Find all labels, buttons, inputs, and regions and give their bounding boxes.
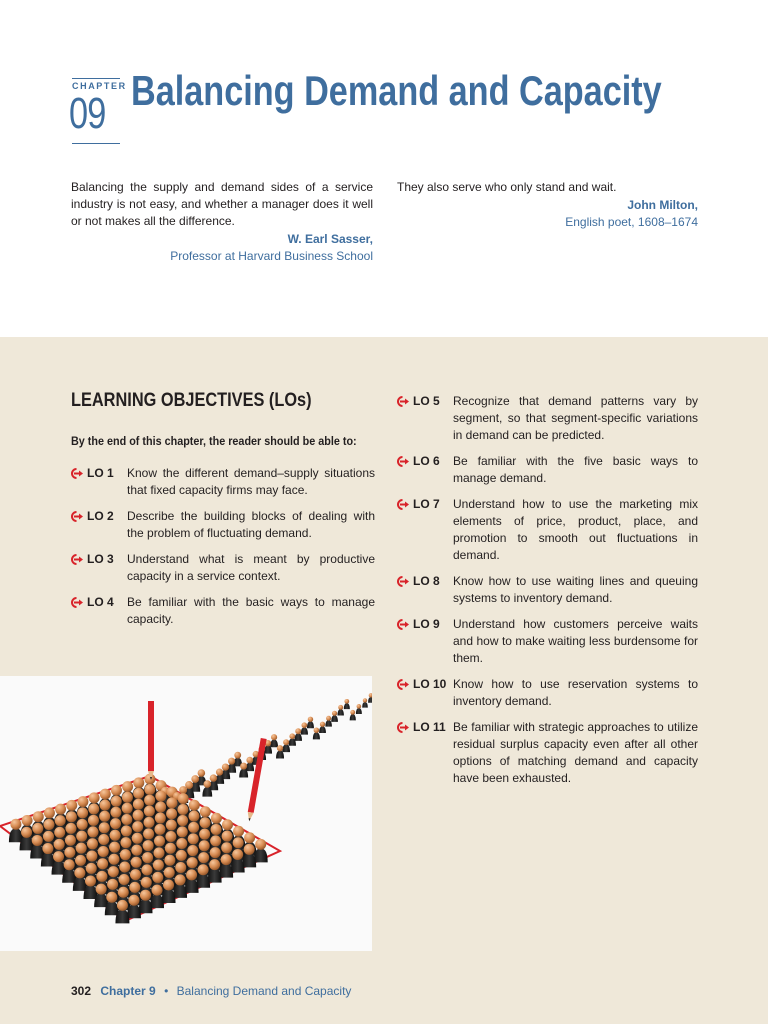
learning-objective-text: Recognize that demand patterns vary by segment, so that segment-specific variations in demand can be predicted.	[453, 394, 698, 442]
arrow-bullet-icon	[71, 597, 84, 608]
footer-chapter: Chapter 9	[100, 984, 156, 998]
figure-head	[175, 874, 186, 885]
figure-head	[75, 855, 86, 866]
figure-head	[176, 850, 187, 861]
learning-objective-text: Know how to use reservation systems to inventory demand.	[453, 677, 698, 708]
arrow-bullet-icon	[71, 511, 84, 522]
figure-head	[99, 811, 110, 822]
figure-head	[221, 854, 232, 865]
figure-head	[210, 774, 217, 781]
learning-objective-item	[71, 508, 375, 542]
figure-head	[187, 857, 198, 868]
learning-objective-text: Describe the building blocks of dealing with the problem of fluctuating demand.	[127, 509, 375, 540]
learning-objective-text: Be familiar with the basic ways to manage capacity.	[127, 595, 375, 626]
figure-head	[271, 734, 277, 740]
figure-head	[43, 831, 54, 842]
figure-head	[326, 716, 331, 721]
learning-objective-text: Be familiar with the five basic ways to manage demand.	[453, 454, 698, 485]
learning-objective-item	[397, 453, 698, 487]
figure-head	[155, 813, 166, 824]
figure-head	[109, 842, 120, 853]
figure-head	[188, 822, 199, 833]
learning-objective-text: Be familiar with strategic approaches to utilize residual surplus capacity even after all other options of matching demand and capacity have been exhausted.	[453, 720, 698, 785]
learning-objective-text: Know how to use waiting lines and queuing systems to inventory demand.	[453, 574, 698, 605]
learning-objective-item	[397, 676, 698, 710]
learning-objective-item	[397, 616, 698, 667]
figure-head	[110, 818, 121, 829]
figure-head	[165, 843, 176, 854]
figure-head	[155, 791, 166, 802]
learning-objective-text: Understand how customers perceive waits and how to make waiting less burdensome for them.	[453, 617, 698, 665]
figure-head	[87, 838, 98, 849]
learning-objectives-left-list	[71, 465, 375, 637]
figure-head	[233, 826, 244, 837]
figure-head	[76, 831, 87, 842]
figure-head	[244, 832, 255, 843]
page-number: 302	[71, 984, 92, 998]
figure-head	[131, 845, 142, 856]
figure-head	[314, 727, 320, 733]
figure-head	[166, 819, 177, 830]
figure-head	[152, 885, 163, 896]
figure-head	[166, 808, 177, 819]
figure-head	[108, 854, 119, 865]
learning-objective-item	[71, 594, 375, 628]
crowd-illustration	[0, 676, 372, 951]
figure-head	[187, 845, 198, 856]
figure-head	[108, 866, 119, 877]
learning-objective-item	[397, 496, 698, 564]
figure-head	[54, 827, 65, 838]
figure-head	[110, 807, 121, 818]
learning-objective-number: LO 2	[87, 509, 114, 523]
figure-head	[210, 835, 221, 846]
figure-head	[357, 704, 362, 709]
figure-head	[77, 796, 88, 807]
figure-head	[121, 825, 132, 836]
figure-head	[53, 851, 64, 862]
arrow-bullet-icon	[71, 468, 84, 479]
figure-head	[144, 806, 155, 817]
arrow-bullet-icon	[397, 722, 410, 733]
crowd-of-figures-with-red-pencils-icon	[0, 676, 372, 951]
figure-head	[188, 811, 199, 822]
figure-head	[32, 823, 43, 834]
figure-head	[85, 876, 96, 887]
arrow-bullet-icon	[397, 396, 410, 407]
figure-head	[117, 900, 128, 911]
learning-objectives-intro: By the end of this chapter, the reader should be able to:	[71, 434, 357, 448]
quote-author: W. Earl Sasser,	[287, 232, 373, 246]
figure-head	[295, 728, 301, 734]
figure-head	[222, 831, 233, 842]
figure-head	[65, 835, 76, 846]
figure-head	[164, 855, 175, 866]
chapter-label: CHAPTER	[72, 78, 120, 91]
figure-head	[301, 722, 307, 728]
learning-objective-number: LO 10	[413, 677, 447, 691]
figure-head	[43, 819, 54, 830]
figure-head	[65, 823, 76, 834]
figure-head	[289, 733, 295, 739]
learning-objective-item	[71, 465, 375, 499]
figure-head	[86, 850, 97, 861]
learning-objective-number: LO 11	[413, 720, 446, 734]
figure-head	[22, 815, 33, 826]
learning-objective-number: LO 7	[413, 497, 440, 511]
figure-head	[74, 867, 85, 878]
figure-head	[232, 849, 243, 860]
figure-head	[233, 837, 244, 848]
figure-head	[88, 803, 99, 814]
figure-head	[178, 793, 189, 804]
figure-head	[165, 831, 176, 842]
figure-head	[132, 833, 143, 844]
learning-objective-item	[397, 573, 698, 607]
figure-head	[130, 869, 141, 880]
figure-head	[121, 814, 132, 825]
figure-head	[54, 839, 65, 850]
figure-head	[199, 829, 210, 840]
figure-head	[338, 705, 343, 710]
figure-head	[111, 785, 122, 796]
chapter-title: Balancing Demand and Capacity	[131, 67, 662, 114]
learning-objective-number: LO 4	[87, 595, 114, 609]
arrow-bullet-icon	[397, 619, 410, 630]
figure-head	[87, 826, 98, 837]
figure-head	[228, 758, 235, 765]
header-area	[0, 0, 768, 337]
figure-head	[119, 861, 130, 872]
figure-head	[129, 882, 140, 893]
figure-head	[143, 828, 154, 839]
figure-head	[198, 864, 209, 875]
figure-head	[152, 872, 163, 883]
figure-head	[96, 884, 107, 895]
figure-head	[76, 843, 87, 854]
figure-head	[143, 840, 154, 851]
arrow-bullet-icon	[397, 576, 410, 587]
figure-head	[133, 777, 144, 788]
figure-head	[21, 827, 32, 838]
figure-head	[97, 858, 108, 869]
learning-objective-text: Understand what is meant by productive capacity in a service context.	[127, 552, 375, 583]
figure-head	[77, 819, 88, 830]
figure-head	[222, 819, 233, 830]
figure-head	[98, 834, 109, 845]
learning-objective-text: Know the different demand–supply situations that fixed capacity firms may face.	[127, 466, 375, 497]
figure-head	[100, 800, 111, 811]
figure-head	[344, 699, 349, 704]
arrow-bullet-icon	[397, 679, 410, 690]
figure-head	[154, 824, 165, 835]
quote-text: Balancing the supply and demand sides of a service industry is not easy, and whether a manager does it well or not makes all the difference.	[71, 180, 373, 228]
figure-head	[154, 836, 165, 847]
figure-head	[188, 833, 199, 844]
figure-head	[234, 752, 241, 759]
learning-objective-number: LO 1	[87, 466, 114, 480]
figure-head	[132, 821, 143, 832]
figure-head	[363, 698, 367, 702]
figure-head	[240, 763, 247, 770]
figure-head	[119, 874, 130, 885]
figure-head	[128, 895, 139, 906]
arrow-bullet-icon	[397, 499, 410, 510]
figure-head	[141, 864, 152, 875]
figure-head	[66, 811, 77, 822]
footer-title: Balancing Demand and Capacity	[176, 984, 352, 998]
quote-author-role: English poet, 1608–1674	[565, 215, 698, 229]
figure-head	[144, 784, 155, 795]
figure-head	[133, 810, 144, 821]
figure-head	[89, 792, 100, 803]
figure-head	[200, 806, 211, 817]
figure-head	[176, 838, 187, 849]
figure-head	[163, 880, 174, 891]
figure-head	[175, 862, 186, 873]
figure-head	[153, 847, 164, 858]
learning-objectives-heading: LEARNING OBJECTIVES (LOs)	[71, 390, 312, 411]
figure-head	[107, 879, 118, 890]
learning-objective-item	[397, 393, 698, 444]
figure-head	[198, 852, 209, 863]
quote-milton	[397, 179, 698, 231]
figure-head	[177, 804, 188, 815]
footer-separator: •	[164, 984, 169, 998]
figure-head	[64, 859, 75, 870]
figure-head	[153, 860, 164, 871]
learning-objective-number: LO 9	[413, 617, 440, 631]
figure-head	[111, 796, 122, 807]
chapter-number: 09	[69, 89, 106, 138]
figure-head	[191, 775, 199, 783]
figure-head	[120, 837, 131, 848]
figure-head	[55, 804, 66, 815]
figure-head	[246, 757, 253, 764]
figure-head	[186, 869, 197, 880]
quote-sasser	[71, 179, 373, 265]
figure-head	[144, 817, 155, 828]
figure-head	[216, 769, 223, 776]
figure-head	[10, 819, 21, 830]
figure-head	[244, 844, 255, 855]
pencil-left	[148, 701, 154, 780]
figure-head	[221, 842, 232, 853]
figure-head	[131, 857, 142, 868]
figure-head	[118, 887, 129, 898]
figure-head	[210, 847, 221, 858]
learning-objective-number: LO 8	[413, 574, 440, 588]
learning-objective-text: Understand how to use the marketing mix elements of price, product, place, and promotion to smooth out fluctuations in demand.	[453, 497, 698, 562]
figure-head	[189, 800, 200, 811]
chapter-rule	[72, 143, 120, 144]
figure-head	[86, 863, 97, 874]
figure-head	[255, 839, 266, 850]
figure-head	[32, 835, 43, 846]
figure-head	[133, 799, 144, 810]
figure-head	[308, 717, 313, 722]
figure-head	[77, 807, 88, 818]
quote-author-role: Professor at Harvard Business School	[170, 249, 373, 263]
figure-head	[44, 807, 55, 818]
figure-head	[98, 846, 109, 857]
figure-head	[164, 867, 175, 878]
figure-head	[42, 843, 53, 854]
figure-head	[96, 871, 107, 882]
figure-head	[332, 711, 337, 716]
figure-head	[144, 795, 155, 806]
figure-head	[133, 788, 144, 799]
figure-head	[66, 800, 77, 811]
figure-head	[198, 769, 206, 777]
quote-text: They also serve who only stand and wait.	[397, 180, 617, 194]
figure-head	[203, 780, 211, 788]
figure-head	[177, 815, 188, 826]
learning-objective-number: LO 6	[413, 454, 440, 468]
figure-head	[320, 722, 325, 727]
figure-head	[179, 786, 187, 794]
page-footer	[71, 984, 351, 998]
figure-head	[120, 849, 131, 860]
figure-head	[199, 840, 210, 851]
figure-head	[200, 817, 211, 828]
figure-head	[140, 890, 151, 901]
figure-head	[211, 813, 222, 824]
learning-objective-item	[397, 719, 698, 787]
figure-head	[142, 852, 153, 863]
figure-head	[88, 815, 99, 826]
figure-head	[122, 781, 133, 792]
arrow-bullet-icon	[397, 456, 410, 467]
figure-head	[106, 892, 117, 903]
figure-head	[141, 877, 152, 888]
figure-head	[155, 801, 166, 812]
figure-head	[122, 803, 133, 814]
figure-head	[55, 815, 66, 826]
figure-head	[33, 811, 44, 822]
figure-head	[209, 859, 220, 870]
figure-head	[64, 847, 75, 858]
arrow-bullet-icon	[71, 554, 84, 565]
figure-head	[122, 792, 133, 803]
figure-head	[110, 830, 121, 841]
learning-objective-number: LO 3	[87, 552, 114, 566]
figure-head	[166, 797, 177, 808]
learning-objective-item	[71, 551, 375, 585]
figure-head	[100, 789, 111, 800]
figure-head	[350, 710, 355, 715]
figure-head	[211, 824, 222, 835]
quote-author: John Milton,	[627, 198, 698, 212]
figure-head	[99, 822, 110, 833]
figure-head	[177, 826, 188, 837]
learning-objective-number: LO 5	[413, 394, 440, 408]
figure-head	[277, 745, 283, 751]
learning-objectives-right-list	[397, 393, 698, 796]
figure-head	[222, 763, 229, 770]
figure-head	[283, 739, 289, 745]
